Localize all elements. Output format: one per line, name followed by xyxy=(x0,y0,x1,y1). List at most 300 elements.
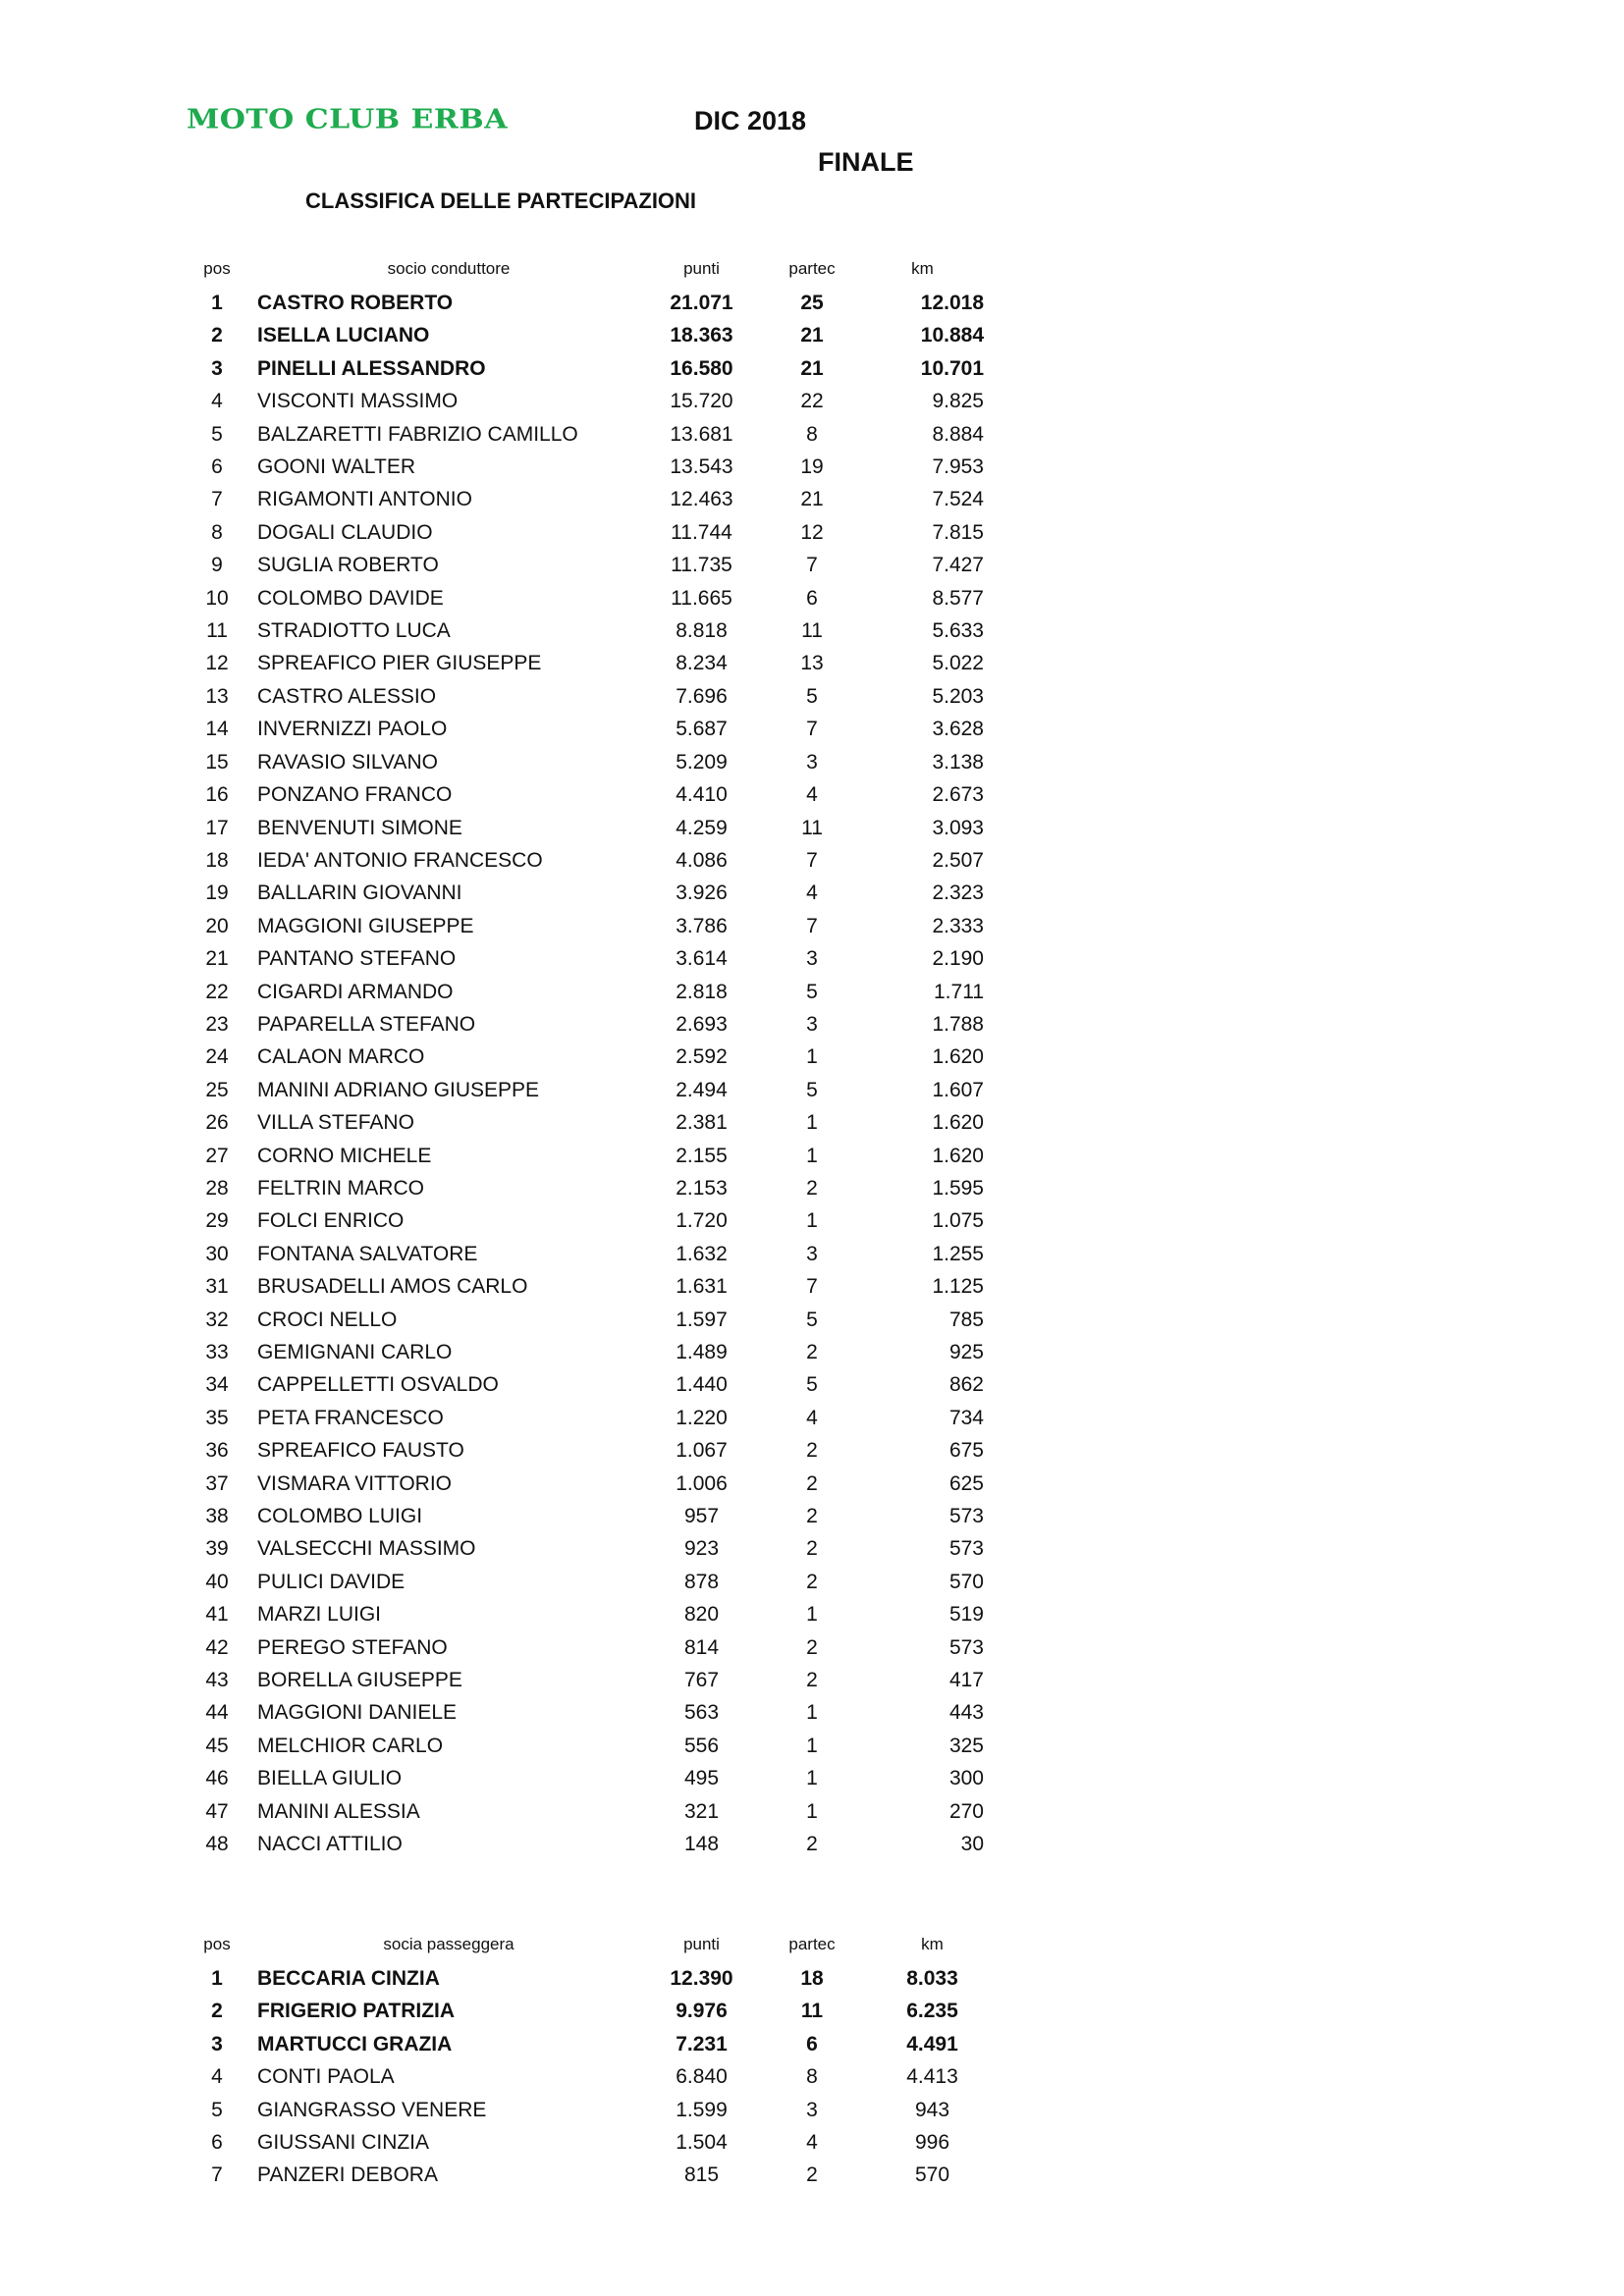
cell-name: MANINI ALESSIA xyxy=(257,1799,420,1823)
cell-partec: 4 xyxy=(806,2131,818,2155)
cell-name: BALLARIN GIOVANNI xyxy=(257,881,462,905)
cell-punti: 3.786 xyxy=(676,914,728,937)
header-name: socio conduttore xyxy=(387,259,511,278)
cell-km: 570 xyxy=(948,1570,984,1593)
table-row xyxy=(187,1336,984,1368)
cell-punti: 1.006 xyxy=(676,1471,728,1495)
cell-name: GEMIGNANI CARLO xyxy=(257,1341,453,1363)
cell-punti: 5.687 xyxy=(676,718,728,741)
cell-pos: 6 xyxy=(211,2131,223,2155)
header-pos: pos xyxy=(203,259,231,278)
cell-km: 996 xyxy=(914,2131,950,2155)
cell-pos: 12 xyxy=(205,652,229,675)
cell-punti: 1.489 xyxy=(676,1341,728,1363)
cell-km: 519 xyxy=(948,1603,984,1627)
cell-name: BENVENUTI SIMONE xyxy=(257,816,462,839)
cell-pos: 28 xyxy=(205,1176,229,1200)
cell-km: 2.673 xyxy=(932,783,984,807)
table-row xyxy=(187,516,984,549)
cell-pos: 1 xyxy=(211,1967,223,1990)
cell-km: 7.953 xyxy=(932,455,984,479)
cell-name: PETA FRANCESCO xyxy=(257,1406,444,1429)
cell-km: 1.595 xyxy=(932,1176,984,1200)
table-row xyxy=(187,976,984,1008)
cell-pos: 48 xyxy=(205,1833,229,1856)
cell-punti: 13.681 xyxy=(670,422,733,446)
cell-partec: 2 xyxy=(806,1176,818,1200)
cell-pos: 47 xyxy=(205,1799,229,1823)
cell-punti: 4.259 xyxy=(676,816,728,839)
cell-partec: 1 xyxy=(806,1144,818,1167)
table-row xyxy=(187,1631,984,1664)
cell-km: 7.815 xyxy=(932,520,984,544)
cell-km: 3.138 xyxy=(932,750,984,774)
cell-punti: 9.976 xyxy=(676,2000,728,2023)
header-km: km xyxy=(911,259,934,278)
cell-pos: 23 xyxy=(205,1012,229,1036)
cell-pos: 29 xyxy=(205,1209,229,1233)
cell-partec: 3 xyxy=(806,947,818,971)
cell-km: 417 xyxy=(948,1669,984,1692)
club-title: MOTO CLUB ERBA xyxy=(187,104,508,135)
cell-name: MAGGIONI DANIELE xyxy=(257,1701,458,1725)
cell-pos: 19 xyxy=(205,881,229,905)
cell-name: IEDA' ANTONIO FRANCESCO xyxy=(257,848,543,872)
cell-partec: 2 xyxy=(806,1341,818,1363)
cell-partec: 6 xyxy=(806,586,818,610)
cell-km: 573 xyxy=(948,1537,984,1561)
cell-punti: 3.926 xyxy=(676,881,728,905)
table-row xyxy=(187,1795,984,1828)
cell-km: 8.033 xyxy=(906,1967,958,1990)
cell-name: VISCONTI MASSIMO xyxy=(257,390,459,413)
cell-punti: 563 xyxy=(683,1701,720,1725)
cell-partec: 21 xyxy=(800,488,824,511)
cell-partec: 3 xyxy=(806,1012,818,1036)
cell-punti: 4.086 xyxy=(676,848,728,872)
table-row xyxy=(187,1730,984,1762)
table-row xyxy=(187,1074,984,1106)
cell-name: PINELLI ALESSANDRO xyxy=(257,356,486,380)
cell-pos: 42 xyxy=(205,1635,229,1659)
cell-pos: 6 xyxy=(211,455,223,479)
cell-km: 675 xyxy=(948,1439,984,1463)
table-row xyxy=(187,1140,984,1172)
cell-partec: 7 xyxy=(806,848,818,872)
cell-punti: 1.220 xyxy=(676,1406,728,1429)
cell-pos: 25 xyxy=(205,1078,229,1101)
cell-pos: 34 xyxy=(205,1373,229,1397)
cell-pos: 5 xyxy=(211,2098,223,2121)
cell-punti: 12.390 xyxy=(670,1967,733,1990)
cell-km: 30 xyxy=(960,1833,984,1856)
cell-punti: 11.665 xyxy=(671,586,732,610)
cell-name: FRIGERIO PATRIZIA xyxy=(257,2000,456,2023)
table-row xyxy=(187,2094,1003,2126)
cell-partec: 2 xyxy=(806,1505,818,1528)
cell-km: 2.190 xyxy=(932,947,984,971)
cell-pos: 9 xyxy=(211,554,223,577)
table-row xyxy=(187,1238,984,1270)
cell-pos: 8 xyxy=(211,520,223,544)
table-row xyxy=(187,713,984,745)
table-row xyxy=(187,1304,984,1336)
table-row xyxy=(187,352,984,385)
table-row xyxy=(187,1041,984,1073)
cell-name: CIGARDI ARMANDO xyxy=(257,980,454,1003)
table-row xyxy=(187,942,984,975)
cell-name: FELTRIN MARCO xyxy=(257,1176,424,1200)
cell-punti: 495 xyxy=(683,1767,720,1790)
cell-pos: 37 xyxy=(205,1471,229,1495)
cell-pos: 32 xyxy=(205,1308,229,1331)
cell-name: BALZARETTI FABRIZIO CAMILLO xyxy=(257,422,578,446)
cell-name: CASTRO ALESSIO xyxy=(257,684,437,708)
cell-name: CAPPELLETTI OSVALDO xyxy=(257,1373,499,1397)
cell-pos: 45 xyxy=(205,1734,229,1757)
cell-km: 300 xyxy=(948,1767,984,1790)
cell-punti: 21.071 xyxy=(670,292,733,314)
table-row xyxy=(187,319,984,351)
cell-partec: 5 xyxy=(806,980,818,1003)
cell-pos: 15 xyxy=(205,750,229,774)
cell-partec: 13 xyxy=(800,652,824,675)
cell-pos: 7 xyxy=(211,2163,223,2187)
cell-pos: 2 xyxy=(211,324,223,347)
cell-pos: 26 xyxy=(205,1111,229,1135)
cell-partec: 1 xyxy=(806,1701,818,1725)
cell-pos: 24 xyxy=(205,1045,229,1069)
cell-km: 5.203 xyxy=(932,684,984,708)
cell-punti: 1.440 xyxy=(676,1373,728,1397)
cell-name: BORELLA GIUSEPPE xyxy=(257,1669,462,1692)
cell-punti: 2.592 xyxy=(676,1045,728,1069)
cell-km: 573 xyxy=(948,1505,984,1528)
header-partec: partec xyxy=(788,259,836,278)
table-row xyxy=(187,2060,1003,2093)
cell-name: INVERNIZZI PAOLO xyxy=(257,718,448,741)
cell-partec: 3 xyxy=(806,750,818,774)
cell-partec: 5 xyxy=(806,1078,818,1101)
cell-km: 6.235 xyxy=(906,2000,958,2023)
cell-pos: 44 xyxy=(205,1701,229,1725)
cell-partec: 4 xyxy=(806,881,818,905)
cell-punti: 2.818 xyxy=(676,980,728,1003)
cell-name: PONZANO FRANCO xyxy=(257,783,453,807)
cell-partec: 1 xyxy=(806,1111,818,1135)
cell-partec: 11 xyxy=(801,816,823,839)
table-row xyxy=(187,614,984,647)
table-row xyxy=(187,1962,1003,1995)
cell-partec: 2 xyxy=(806,1537,818,1561)
cell-partec: 6 xyxy=(806,2032,818,2056)
cell-punti: 7.696 xyxy=(676,684,728,708)
cell-km: 10.701 xyxy=(920,356,984,380)
table-row xyxy=(187,778,984,811)
passengers-ranking-table xyxy=(187,1927,1003,2192)
cell-punti: 923 xyxy=(683,1537,720,1561)
cell-name: VILLA STEFANO xyxy=(257,1111,414,1135)
cell-punti: 2.693 xyxy=(676,1012,728,1036)
cell-name: NACCI ATTILIO xyxy=(257,1833,403,1856)
cell-name: MARZI LUIGI xyxy=(257,1603,382,1627)
cell-km: 1.620 xyxy=(932,1111,984,1135)
cell-pos: 10 xyxy=(205,586,229,610)
table-row xyxy=(187,483,984,515)
cell-name: CASTRO ROBERTO xyxy=(257,292,454,314)
cell-km: 4.491 xyxy=(906,2032,958,2056)
cell-km: 862 xyxy=(948,1373,984,1397)
cell-name: PANTANO STEFANO xyxy=(257,947,457,971)
cell-punti: 878 xyxy=(683,1570,720,1593)
cell-punti: 1.599 xyxy=(676,2098,728,2121)
cell-partec: 12 xyxy=(800,520,824,544)
header-punti: punti xyxy=(683,1935,720,1953)
table-row xyxy=(187,812,984,844)
cell-partec: 2 xyxy=(806,1439,818,1463)
header-name: socia passeggera xyxy=(383,1935,514,1953)
cell-km: 325 xyxy=(948,1734,984,1757)
cell-km: 3.628 xyxy=(932,718,984,741)
cell-name: PANZERI DEBORA xyxy=(257,2163,438,2187)
table-row xyxy=(187,418,984,451)
cell-punti: 5.209 xyxy=(676,750,728,774)
cell-km: 1.125 xyxy=(932,1275,984,1299)
cell-partec: 3 xyxy=(806,2098,818,2121)
table-row xyxy=(187,1270,984,1303)
cell-partec: 11 xyxy=(801,619,823,643)
cell-pos: 35 xyxy=(205,1406,229,1429)
cell-km: 943 xyxy=(914,2098,950,2121)
cell-punti: 8.818 xyxy=(676,619,728,643)
cell-name: SUGLIA ROBERTO xyxy=(257,554,439,577)
cell-km: 573 xyxy=(948,1635,984,1659)
cell-pos: 4 xyxy=(211,390,223,413)
cell-pos: 7 xyxy=(211,488,223,511)
cell-km: 7.524 xyxy=(932,488,984,511)
table-row xyxy=(187,1566,984,1598)
cell-name: FOLCI ENRICO xyxy=(257,1209,405,1233)
cell-pos: 31 xyxy=(205,1275,229,1299)
cell-punti: 16.580 xyxy=(670,356,733,380)
table-row xyxy=(187,910,984,942)
cell-name: STRADIOTTO LUCA xyxy=(257,619,451,643)
cell-pos: 2 xyxy=(211,2000,223,2023)
cell-pos: 13 xyxy=(205,684,229,708)
cell-pos: 21 xyxy=(205,947,229,971)
cell-km: 443 xyxy=(948,1701,984,1725)
cell-partec: 7 xyxy=(806,718,818,741)
table-row xyxy=(187,877,984,909)
cell-pos: 30 xyxy=(205,1242,229,1265)
cell-km: 2.507 xyxy=(932,848,984,872)
table-row xyxy=(187,1172,984,1204)
header-punti: punti xyxy=(683,259,720,278)
cell-pos: 43 xyxy=(205,1669,229,1692)
cell-km: 10.884 xyxy=(920,324,984,347)
cell-partec: 1 xyxy=(806,1045,818,1069)
cell-pos: 11 xyxy=(206,619,228,643)
cell-partec: 18 xyxy=(800,1967,824,1990)
cell-punti: 2.381 xyxy=(676,1111,728,1135)
cell-name: VISMARA VITTORIO xyxy=(257,1471,452,1495)
cell-name: CALAON MARCO xyxy=(257,1045,425,1069)
cell-pos: 1 xyxy=(211,292,223,314)
table-row xyxy=(187,1828,984,1860)
table-row xyxy=(187,1368,984,1401)
cell-name: DOGALI CLAUDIO xyxy=(257,520,433,544)
cell-pos: 36 xyxy=(205,1439,229,1463)
cell-name: BRUSADELLI AMOS CARLO xyxy=(257,1275,528,1299)
cell-partec: 2 xyxy=(806,1669,818,1692)
cell-partec: 25 xyxy=(800,292,824,314)
cell-pos: 16 xyxy=(205,783,229,807)
header-partec: partec xyxy=(788,1935,836,1953)
cell-name: COLOMBO LUIGI xyxy=(257,1505,423,1528)
cell-partec: 2 xyxy=(806,2163,818,2187)
table-row xyxy=(187,1008,984,1041)
cell-partec: 7 xyxy=(806,554,818,577)
table-row xyxy=(187,647,984,679)
cell-punti: 15.720 xyxy=(670,390,733,413)
cell-punti: 1.631 xyxy=(676,1275,728,1299)
cell-partec: 7 xyxy=(806,914,818,937)
cell-km: 570 xyxy=(914,2163,950,2187)
cell-punti: 1.597 xyxy=(676,1308,728,1331)
cell-pos: 41 xyxy=(205,1603,229,1627)
cell-punti: 7.231 xyxy=(676,2032,728,2056)
cell-name: PAPARELLA STEFANO xyxy=(257,1012,476,1036)
table-row xyxy=(187,2126,1003,2159)
table-row xyxy=(187,451,984,483)
table-row xyxy=(187,1532,984,1565)
table-row xyxy=(187,2159,1003,2191)
cell-partec: 5 xyxy=(806,1373,818,1397)
cell-partec: 2 xyxy=(806,1833,818,1856)
table-row xyxy=(187,2028,1003,2060)
cell-name: PULICI DAVIDE xyxy=(257,1570,406,1593)
table-header-row xyxy=(187,1927,1003,1962)
cell-pos: 14 xyxy=(205,718,229,741)
cell-partec: 1 xyxy=(806,1799,818,1823)
table-row xyxy=(187,582,984,614)
cell-partec: 7 xyxy=(806,1275,818,1299)
cell-partec: 2 xyxy=(806,1635,818,1659)
cell-name: VALSECCHI MASSIMO xyxy=(257,1537,476,1561)
cell-partec: 4 xyxy=(806,783,818,807)
cell-km: 2.323 xyxy=(932,881,984,905)
cell-name: GOONI WALTER xyxy=(257,455,416,479)
cell-punti: 556 xyxy=(683,1734,720,1757)
cell-km: 4.413 xyxy=(906,2065,958,2089)
cell-partec: 3 xyxy=(806,1242,818,1265)
cell-punti: 13.543 xyxy=(670,455,733,479)
cell-name: CONTI PAOLA xyxy=(257,2065,395,2089)
cell-partec: 1 xyxy=(806,1603,818,1627)
header-pos: pos xyxy=(203,1935,231,1953)
cell-km: 5.022 xyxy=(932,652,984,675)
table-row xyxy=(187,1696,984,1729)
cell-punti: 3.614 xyxy=(676,947,728,971)
cell-name: CORNO MICHELE xyxy=(257,1144,432,1167)
cell-pos: 3 xyxy=(211,2032,223,2056)
cell-partec: 19 xyxy=(800,455,824,479)
cell-partec: 8 xyxy=(806,2065,818,2089)
cell-km: 9.825 xyxy=(932,390,984,413)
table-row xyxy=(187,746,984,778)
cell-punti: 815 xyxy=(683,2163,720,2187)
cell-partec: 5 xyxy=(806,684,818,708)
cell-name: SPREAFICO PIER GIUSEPPE xyxy=(257,652,542,675)
cell-km: 734 xyxy=(948,1406,984,1429)
cell-km: 1.620 xyxy=(932,1045,984,1069)
cell-name: BECCARIA CINZIA xyxy=(257,1967,440,1990)
cell-partec: 2 xyxy=(806,1471,818,1495)
cell-name: PEREGO STEFANO xyxy=(257,1635,448,1659)
cell-punti: 1.067 xyxy=(676,1439,728,1463)
cell-punti: 11.735 xyxy=(671,554,732,577)
cell-name: MANINI ADRIANO GIUSEPPE xyxy=(257,1078,540,1101)
cell-name: MELCHIOR CARLO xyxy=(257,1734,444,1757)
cell-name: GIUSSANI CINZIA xyxy=(257,2131,430,2155)
header-km: km xyxy=(921,1935,944,1953)
cell-punti: 4.410 xyxy=(676,783,728,807)
cell-partec: 4 xyxy=(806,1406,818,1429)
cell-km: 7.427 xyxy=(932,554,984,577)
cell-name: MARTUCCI GRAZIA xyxy=(257,2032,453,2056)
cell-partec: 21 xyxy=(800,356,824,380)
cell-name: ISELLA LUCIANO xyxy=(257,324,430,347)
cell-km: 5.633 xyxy=(932,619,984,643)
cell-pos: 17 xyxy=(205,816,229,839)
table-row xyxy=(187,1106,984,1139)
cell-partec: 8 xyxy=(806,422,818,446)
cell-partec: 2 xyxy=(806,1570,818,1593)
cell-partec: 1 xyxy=(806,1209,818,1233)
table-header-row xyxy=(187,251,984,287)
cell-punti: 18.363 xyxy=(670,324,733,347)
cell-punti: 12.463 xyxy=(670,488,733,511)
cell-partec: 1 xyxy=(806,1734,818,1757)
cell-km: 1.711 xyxy=(934,980,984,1003)
cell-km: 12.018 xyxy=(920,292,984,314)
cell-pos: 5 xyxy=(211,422,223,446)
ranking-subtitle: CLASSIFICA DELLE PARTECIPAZIONI xyxy=(305,188,697,213)
cell-punti: 2.155 xyxy=(676,1144,728,1167)
cell-pos: 3 xyxy=(211,356,223,380)
cell-pos: 38 xyxy=(205,1505,229,1528)
cell-km: 1.255 xyxy=(932,1242,984,1265)
table-row xyxy=(187,1664,984,1696)
table-row xyxy=(187,287,984,319)
cell-name: RAVASIO SILVANO xyxy=(257,750,438,774)
table-row xyxy=(187,1762,984,1794)
cell-punti: 8.234 xyxy=(676,652,728,675)
cell-name: CROCI NELLO xyxy=(257,1308,398,1331)
table-row xyxy=(187,1500,984,1532)
cell-punti: 1.504 xyxy=(676,2131,728,2155)
cell-partec: 21 xyxy=(800,324,824,347)
table-row xyxy=(187,1598,984,1630)
table-row xyxy=(187,385,984,417)
drivers-ranking-table xyxy=(187,251,984,1861)
cell-km: 785 xyxy=(948,1308,984,1331)
cell-pos: 46 xyxy=(205,1767,229,1790)
cell-pos: 22 xyxy=(205,980,229,1003)
cell-partec: 11 xyxy=(800,2000,824,2023)
cell-name: GIANGRASSO VENERE xyxy=(257,2098,487,2121)
cell-km: 925 xyxy=(948,1341,984,1363)
